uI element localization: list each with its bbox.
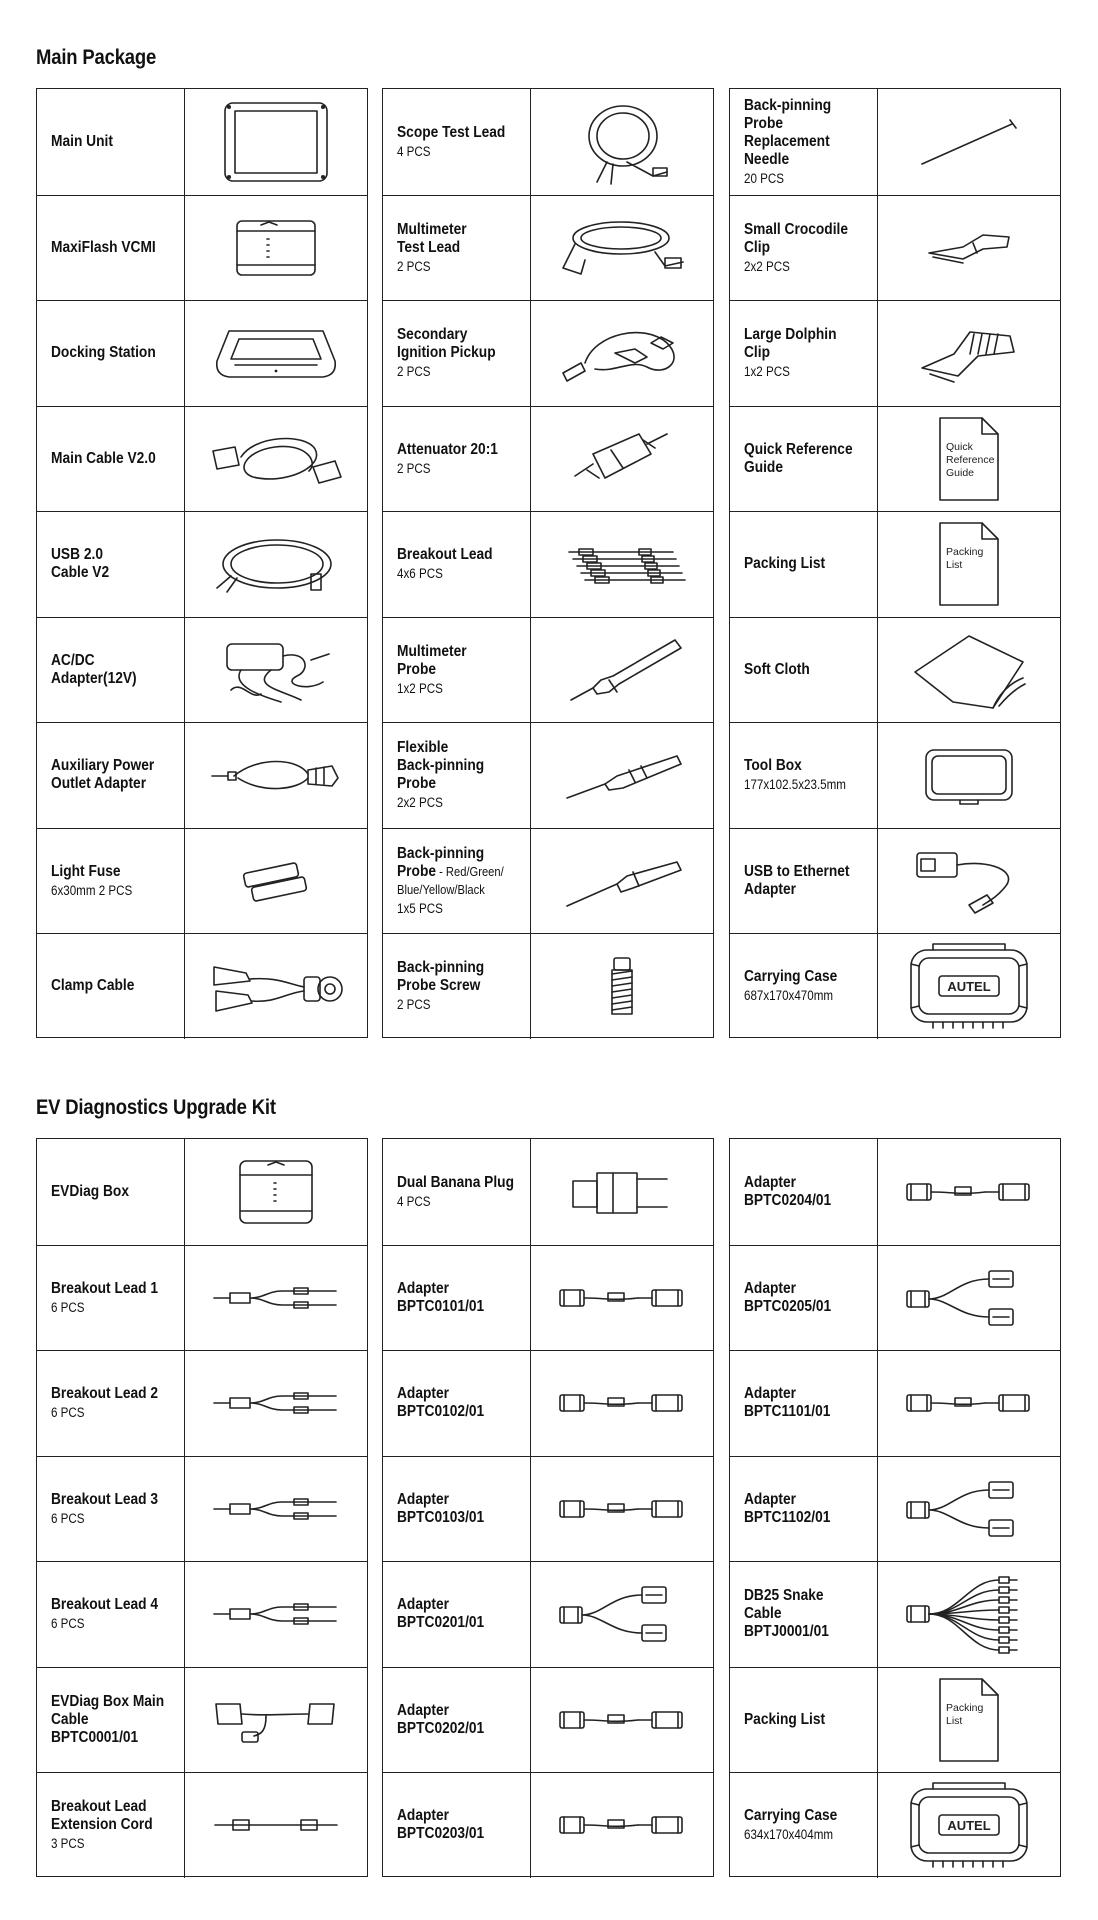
item-name — [51, 450, 180, 468]
item-label-cell — [730, 1139, 878, 1245]
item-name — [51, 1798, 180, 1834]
item-quantity: 6 PCS — [51, 1405, 85, 1421]
fuse-icon — [185, 829, 367, 934]
item-name-text: Light Fuse — [51, 862, 121, 880]
vci-box-icon — [185, 196, 367, 301]
item-label-cell — [383, 1668, 531, 1773]
item-label-cell — [37, 1457, 185, 1562]
item-label-cell — [730, 934, 878, 1039]
main-package-column-1 — [36, 88, 368, 1038]
main-package-column-3 — [729, 88, 1061, 1038]
item-label-cell — [37, 1246, 185, 1351]
item-name — [744, 1587, 873, 1641]
item-name — [744, 221, 873, 257]
item-name — [397, 1596, 526, 1632]
item-name — [397, 1174, 526, 1192]
item-name-text: Breakout Lead — [397, 546, 493, 564]
list-item — [37, 1139, 367, 1245]
list-item — [383, 1667, 713, 1773]
adapter-icon — [531, 1668, 713, 1773]
item-name-text: Docking Station — [51, 344, 156, 362]
main-package-title: Main Package — [36, 46, 157, 69]
svg-text:Packing: Packing — [946, 1701, 984, 1714]
adapter-icon — [531, 1246, 713, 1351]
item-name-text: Breakout Lead 3 — [51, 1490, 159, 1508]
list-item — [730, 300, 1060, 406]
item-quantity: 4 PCS — [397, 1193, 431, 1209]
item-quantity: 1x2 PCS — [397, 680, 443, 696]
list-item — [37, 617, 367, 723]
item-quantity: 1x2 PCS — [744, 364, 790, 380]
item-name — [51, 1693, 180, 1747]
item-quantity: 177x102.5x23.5mm — [744, 777, 846, 793]
item-name — [744, 441, 873, 477]
item-name — [397, 441, 526, 459]
item-name — [744, 1491, 873, 1527]
item-label-cell — [383, 407, 531, 512]
item-name-text: Breakout Lead 4 — [51, 1596, 159, 1614]
list-item — [730, 828, 1060, 934]
item-name-text: EVDiag Box Main Cable BPTC0001/01 — [51, 1692, 165, 1746]
item-label-cell — [37, 89, 185, 195]
item-name — [51, 863, 180, 881]
item-label-cell — [37, 1562, 185, 1667]
breakout-lead-3-icon — [185, 1457, 367, 1562]
item-name-text: Adapter BPTC1102/01 — [744, 1490, 831, 1526]
list-item — [383, 617, 713, 723]
back-pinning-probe-icon — [531, 829, 713, 934]
list-item — [730, 1139, 1060, 1245]
item-name — [397, 1385, 526, 1421]
item-name — [397, 546, 526, 564]
list-item — [383, 1772, 713, 1878]
item-label-cell — [730, 1562, 878, 1667]
list-item — [730, 617, 1060, 723]
item-label-cell — [383, 512, 531, 617]
item-quantity: 2x2 PCS — [397, 795, 443, 811]
item-label-cell — [383, 618, 531, 723]
item-name — [51, 344, 180, 362]
item-name-text: AC/DC Adapter(12V) — [51, 651, 137, 687]
breakout-lead-1-icon — [185, 1246, 367, 1351]
item-name-text: Adapter BPTC0202/01 — [397, 1701, 485, 1737]
item-quantity: 2 PCS — [397, 364, 431, 380]
list-item — [730, 1667, 1060, 1773]
item-label-cell — [730, 512, 878, 617]
adapter-icon — [531, 1351, 713, 1456]
svg-text:Reference: Reference — [946, 453, 995, 466]
item-quantity: 2 PCS — [397, 258, 431, 274]
item-quantity: 6 PCS — [51, 1299, 85, 1315]
packing-list-icon — [878, 1668, 1060, 1773]
list-item — [730, 722, 1060, 828]
svg-text:Quick: Quick — [946, 440, 973, 453]
item-name-text: EVDiag Box — [51, 1182, 129, 1200]
adapter-icon — [878, 1351, 1060, 1456]
item-name — [744, 757, 873, 775]
list-item — [730, 511, 1060, 617]
item-name — [397, 1807, 526, 1843]
ignition-pickup-icon — [531, 301, 713, 406]
list-item — [730, 933, 1060, 1039]
item-name-text: Back-pinning Probe Replacement Needle — [744, 96, 832, 168]
carrying-case-icon — [878, 1773, 1060, 1878]
adapter-split-icon — [878, 1457, 1060, 1562]
multimeter-probe-icon — [531, 618, 713, 723]
item-label-cell — [37, 1139, 185, 1245]
list-item — [383, 300, 713, 406]
item-name-text: Breakout Lead 1 — [51, 1279, 159, 1297]
item-name — [397, 1491, 526, 1527]
item-name-text: Main Cable V2.0 — [51, 449, 156, 467]
extension-cord-icon — [185, 1773, 367, 1878]
item-label-cell — [37, 301, 185, 406]
list-item — [37, 1245, 367, 1351]
item-name — [397, 124, 526, 142]
item-name — [744, 1807, 873, 1825]
item-quantity: 2 PCS — [397, 460, 431, 476]
list-item — [37, 1456, 367, 1562]
item-name-text: Tool Box — [744, 757, 802, 775]
item-label-cell — [37, 1668, 185, 1773]
needle-icon — [878, 89, 1060, 195]
ev-kit-column-2 — [382, 1138, 714, 1877]
item-quantity: 2 PCS — [397, 997, 431, 1013]
ev-kit-column-1 — [36, 1138, 368, 1877]
adapter-icon — [531, 1457, 713, 1562]
item-label-cell — [730, 1668, 878, 1773]
item-name — [744, 661, 873, 679]
list-item — [383, 195, 713, 301]
item-label-cell — [383, 1457, 531, 1562]
svg-text:List: List — [946, 559, 963, 572]
item-quantity: 6x30mm 2 PCS — [51, 882, 133, 898]
item-name-text: DB25 Snake Cable BPTJ0001/01 — [744, 1587, 829, 1641]
item-label-cell — [37, 934, 185, 1039]
item-name-text: Adapter BPTC0205/01 — [744, 1279, 832, 1315]
item-name-text: Dual Banana Plug — [397, 1173, 514, 1191]
tablet-icon — [185, 89, 367, 195]
packing-list-icon — [878, 512, 1060, 617]
item-name-text: USB 2.0 Cable V2 — [51, 546, 110, 582]
adapter-split-icon — [531, 1562, 713, 1667]
item-color-variants: - Red/Green/ Blue/Yellow/Black — [397, 863, 504, 897]
item-label-cell — [730, 829, 878, 934]
tool-box-icon — [878, 723, 1060, 828]
item-name-text: Adapter BPTC0101/01 — [397, 1279, 485, 1315]
item-label-cell — [730, 1457, 878, 1562]
breakout-lead-icon — [531, 512, 713, 617]
item-name-text: Back-pinning Probe — [397, 844, 485, 880]
item-label-cell — [383, 1246, 531, 1351]
item-name-text: Quick Reference Guide — [744, 440, 853, 476]
item-label-cell — [37, 1351, 185, 1456]
carrying-case-icon — [878, 934, 1060, 1039]
item-name-text: Small Crocodile Clip — [744, 220, 848, 256]
item-name — [397, 1702, 526, 1738]
attenuator-icon — [531, 407, 713, 512]
item-name — [744, 1280, 873, 1316]
item-quantity: 6 PCS — [51, 1616, 85, 1632]
item-name-text: Packing List — [744, 1710, 826, 1728]
adapter-split-icon — [878, 1246, 1060, 1351]
item-label-cell — [383, 196, 531, 301]
item-name — [397, 739, 526, 793]
item-name — [397, 326, 526, 362]
item-name — [744, 97, 873, 169]
list-item — [37, 722, 367, 828]
main-package-column-2 — [382, 88, 714, 1038]
cloth-icon — [878, 618, 1060, 723]
item-name — [397, 1280, 526, 1316]
list-item — [730, 1350, 1060, 1456]
item-label-cell — [37, 829, 185, 934]
list-item — [383, 933, 713, 1039]
item-name-text: Soft Cloth — [744, 660, 810, 678]
item-label-cell — [37, 723, 185, 828]
quick-guide-icon — [878, 407, 1060, 512]
list-item — [730, 406, 1060, 512]
svg-text:Guide: Guide — [946, 466, 975, 479]
item-label-cell — [730, 1773, 878, 1878]
item-name-text: Adapter BPTC0201/01 — [397, 1596, 485, 1632]
item-quantity: 6 PCS — [51, 1510, 85, 1526]
probe-screw-icon — [531, 934, 713, 1039]
item-name — [51, 977, 180, 995]
list-item — [383, 828, 713, 934]
usb-ethernet-icon — [878, 829, 1060, 934]
item-name-text: Multimeter Test Lead — [397, 220, 467, 256]
item-name-text: Packing List — [744, 555, 826, 573]
item-name — [397, 643, 526, 679]
dolphin-clip-icon — [878, 301, 1060, 406]
adapter-icon — [531, 1773, 713, 1878]
breakout-lead-2-icon — [185, 1351, 367, 1456]
list-item — [37, 933, 367, 1039]
list-item — [383, 1350, 713, 1456]
item-label-cell — [730, 1246, 878, 1351]
list-item — [37, 1561, 367, 1667]
power-adapter-icon — [185, 618, 367, 723]
item-label-cell — [383, 934, 531, 1039]
item-name-text: Back-pinning Probe Screw — [397, 959, 485, 995]
list-item — [383, 1456, 713, 1562]
item-name — [744, 555, 873, 573]
item-name — [51, 757, 180, 793]
usb-cable-icon — [185, 512, 367, 617]
svg-text:Packing: Packing — [946, 546, 984, 559]
list-item — [730, 1772, 1060, 1878]
item-name — [397, 959, 526, 995]
test-lead-icon — [531, 196, 713, 301]
item-label-cell — [37, 1773, 185, 1878]
list-item — [37, 828, 367, 934]
item-name — [51, 133, 180, 151]
item-name — [51, 546, 180, 582]
item-label-cell — [383, 1139, 531, 1245]
list-item — [383, 1245, 713, 1351]
item-name — [744, 1174, 873, 1210]
list-item — [37, 1772, 367, 1878]
item-name — [397, 221, 526, 257]
item-label-cell — [383, 829, 531, 934]
item-quantity: 4x6 PCS — [397, 566, 443, 582]
item-label-cell — [37, 618, 185, 723]
item-name — [744, 863, 873, 899]
banana-plug-icon — [531, 1139, 713, 1245]
list-item — [37, 89, 367, 195]
list-item — [37, 1350, 367, 1456]
item-label-cell — [730, 407, 878, 512]
item-label-cell — [383, 1351, 531, 1456]
crocodile-clip-icon — [878, 196, 1060, 301]
item-name — [51, 1183, 180, 1201]
evdiag-box-icon — [185, 1139, 367, 1245]
list-item — [730, 1456, 1060, 1562]
item-name — [51, 1491, 180, 1509]
list-item — [383, 406, 713, 512]
item-quantity: 20 PCS — [744, 170, 785, 186]
item-label-cell — [383, 723, 531, 828]
list-item — [730, 195, 1060, 301]
item-name-text: Breakout Lead Extension Cord — [51, 1798, 153, 1834]
item-name-text: Main Unit — [51, 132, 113, 150]
item-label-cell — [383, 1773, 531, 1878]
item-label-cell — [37, 407, 185, 512]
item-name-text: USB to Ethernet Adapter — [744, 862, 850, 898]
item-name-text: Auxiliary Power Outlet Adapter — [51, 757, 155, 793]
svg-text:AUTEL: AUTEL — [947, 1818, 991, 1834]
item-name-text: Multimeter Probe — [397, 642, 467, 678]
item-name — [744, 968, 873, 986]
item-name-text: Large Dolphin Clip — [744, 326, 837, 362]
item-name-text: Attenuator 20:1 — [397, 440, 498, 458]
list-item — [730, 89, 1060, 195]
svg-text:List: List — [946, 1714, 963, 1727]
main-cable-icon — [185, 407, 367, 512]
item-name — [51, 1280, 180, 1298]
ev-kit-column-3 — [729, 1138, 1061, 1877]
item-name — [744, 1711, 873, 1729]
item-label-cell — [37, 196, 185, 301]
list-item — [37, 511, 367, 617]
item-label-cell — [730, 1351, 878, 1456]
scope-lead-icon — [531, 89, 713, 195]
item-label-cell — [383, 301, 531, 406]
list-item — [37, 195, 367, 301]
item-name-text: Scope Test Lead — [397, 123, 506, 141]
list-item — [37, 300, 367, 406]
item-name-text: Adapter BPTC0103/01 — [397, 1490, 485, 1526]
item-name-text: Adapter BPTC0102/01 — [397, 1385, 485, 1421]
item-name-text: Adapter BPTC0204/01 — [744, 1173, 832, 1209]
item-name-text: Secondary Ignition Pickup — [397, 326, 496, 362]
item-name — [397, 845, 526, 899]
list-item — [383, 722, 713, 828]
snake-cable-icon — [878, 1562, 1060, 1667]
item-quantity: 1x5 PCS — [397, 900, 443, 916]
item-label-cell — [730, 196, 878, 301]
item-name-text: Clamp Cable — [51, 977, 135, 995]
item-name-text: Breakout Lead 2 — [51, 1385, 159, 1403]
item-quantity: 4 PCS — [397, 143, 431, 159]
item-label-cell — [730, 89, 878, 195]
svg-text:AUTEL: AUTEL — [947, 979, 991, 995]
item-quantity: 634x170x404mm — [744, 1827, 834, 1843]
item-label-cell — [37, 512, 185, 617]
item-name-text: Carrying Case — [744, 1807, 838, 1825]
evdiag-main-cable-icon — [185, 1668, 367, 1773]
item-quantity: 687x170x470mm — [744, 988, 834, 1004]
adapter-icon — [878, 1139, 1060, 1245]
item-name — [51, 652, 180, 688]
ev-kit-title: EV Diagnostics Upgrade Kit — [36, 1096, 276, 1119]
list-item — [383, 511, 713, 617]
item-label-cell — [383, 89, 531, 195]
item-name — [744, 326, 873, 362]
item-name-text: Adapter BPTC1101/01 — [744, 1385, 831, 1421]
item-name — [744, 1385, 873, 1421]
item-name-text: Adapter BPTC0203/01 — [397, 1807, 485, 1843]
item-label-cell — [383, 1562, 531, 1667]
item-label-cell — [730, 301, 878, 406]
list-item — [730, 1245, 1060, 1351]
item-name-text: Flexible Back-pinning Probe — [397, 739, 485, 793]
docking-station-icon — [185, 301, 367, 406]
list-item — [383, 1139, 713, 1245]
clamp-cable-icon — [185, 934, 367, 1039]
item-name — [51, 239, 180, 257]
list-item — [37, 1667, 367, 1773]
item-label-cell — [730, 723, 878, 828]
item-name-text: Carrying Case — [744, 968, 838, 986]
list-item — [37, 406, 367, 512]
list-item — [730, 1561, 1060, 1667]
list-item — [383, 89, 713, 195]
aux-power-adapter-icon — [185, 723, 367, 828]
item-label-cell — [730, 618, 878, 723]
item-name — [51, 1596, 180, 1614]
flexible-probe-icon — [531, 723, 713, 828]
breakout-lead-4-icon — [185, 1562, 367, 1667]
item-name-text: MaxiFlash VCMI — [51, 238, 156, 256]
item-quantity: 2x2 PCS — [744, 258, 790, 274]
item-quantity: 3 PCS — [51, 1836, 85, 1852]
list-item — [383, 1561, 713, 1667]
item-name — [51, 1385, 180, 1403]
